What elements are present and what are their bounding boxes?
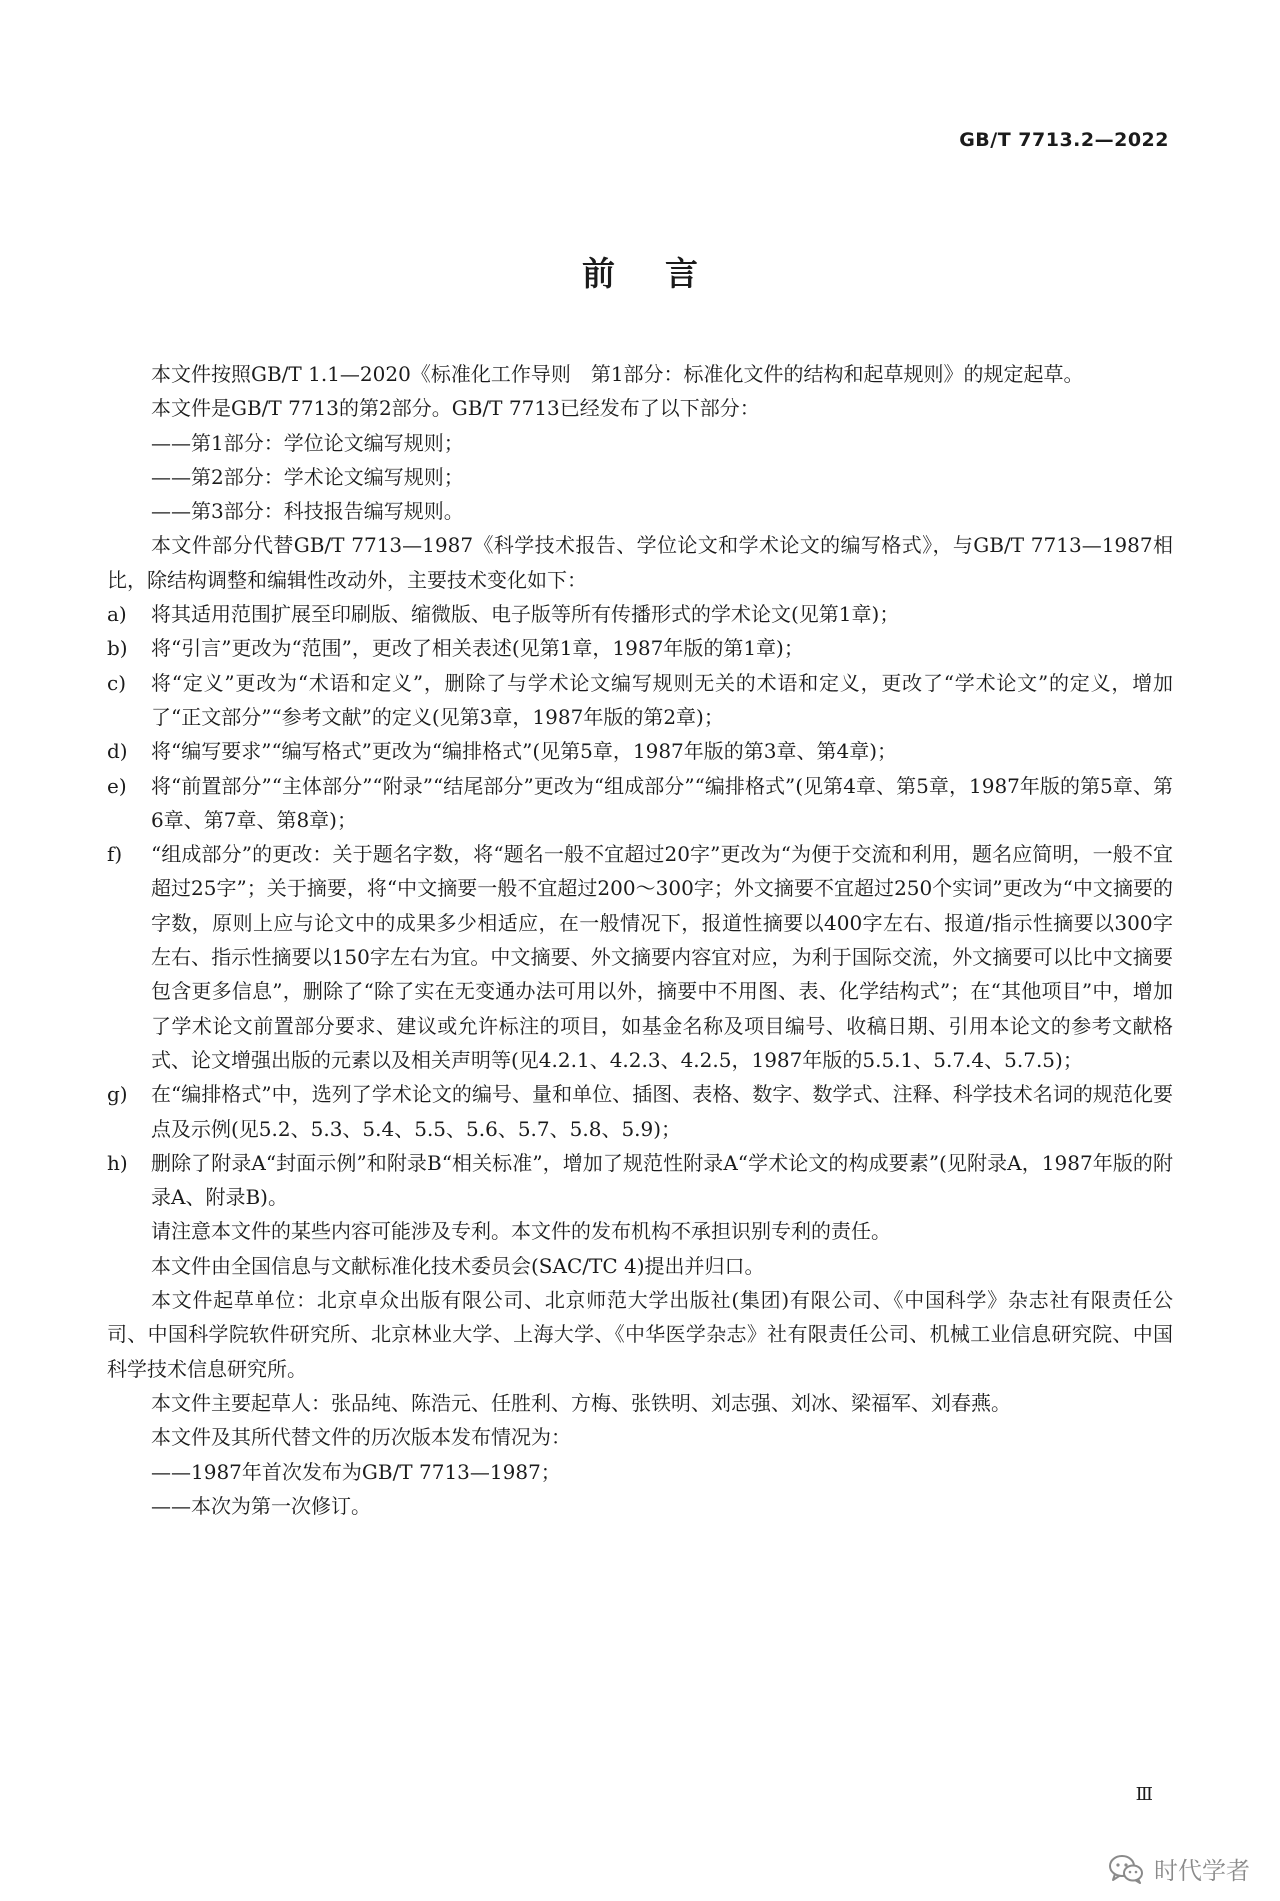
change-item-mark: g)	[107, 1082, 128, 1107]
paragraph-history-intro: 本文件及其所代替文件的历次版本发布情况为：	[151, 1425, 571, 1450]
change-item-mark: h)	[107, 1150, 128, 1175]
list-item-part-3: ——第3部分：科技报告编写规则。	[151, 499, 464, 524]
paragraph-patent-notice: 请注意本文件的某些内容可能涉及专利。本文件的发布机构不承担识别专利的责任。	[151, 1219, 891, 1244]
change-item-c	[107, 666, 1173, 735]
paragraph-drafting-rules: 本文件按照GB/T 1.1—2020《标准化工作导则 第1部分：标准化文件的结构和起草规则》的规定起草。	[151, 362, 1084, 386]
change-item-h	[107, 1146, 1173, 1215]
change-item-d	[107, 734, 1173, 768]
change-item-b	[107, 631, 1173, 665]
change-item-mark: e)	[107, 773, 127, 798]
paragraph-parts-intro: 本文件是GB/T 7713的第2部分。GB/T 7713已经发布了以下部分：	[151, 396, 760, 421]
watermark	[1108, 1851, 1250, 1886]
paragraph-proposer: 本文件由全国信息与文献标准化技术委员会(SAC/TC 4)提出并归口。	[151, 1253, 765, 1278]
list-item-history-1987: ——1987年首次发布为GB/T 7713—1987；	[151, 1459, 561, 1484]
wechat-icon	[1108, 1854, 1144, 1884]
change-item-mark: f)	[107, 842, 123, 867]
document-id: GB/T 7713.2—2022	[959, 129, 1169, 151]
list-item-part-1: ——第1部分：学位论文编写规则；	[151, 430, 464, 455]
page-number: Ⅲ	[1135, 1784, 1153, 1805]
watermark-text: 时代学者	[1154, 1857, 1250, 1885]
change-item-e	[107, 769, 1173, 838]
change-item-text: 在“编排格式”中，选列了学术论文的编号、量和单位、插图、表格、数字、数学式、注释、科学技术名词的规范化要点及示例(见5.2、5.3、5.4、5.5、5.6、5.7、5.8、5.9)；	[151, 1082, 1173, 1141]
change-item-mark: d)	[107, 739, 128, 764]
change-item-text: 将“前置部分”“主体部分”“附录”“结尾部分”更改为“组成部分”“编排格式”(见第4章、第5章，1987年版的第5章、第6章、第7章、第8章)；	[151, 773, 1173, 832]
list-item-part-2: ——第2部分：学术论文编写规则；	[151, 464, 464, 489]
change-item-mark: b)	[107, 636, 128, 661]
change-item-text: “组成部分”的更改：关于题名字数，将“题名一般不宜超过20字”更改为“为便于交流和利用，题名应简明，一般不宜超过25字”；关于摘要，将“中文摘要一般不宜超过200～300字；外文摘要不宜超过250个实词”更改为“中文摘要的字数，原则上应与论文中的成果多少相适应，在一般情况下，报道性摘要以400字左右、报道/指示性摘要以300字左右、指示性摘要以150字左右为宜。中文摘要、外文摘要内容宜对应，为利于国际交流，外文摘要可以比中文摘要包含更多信息”，删除了“除了实在无变通办法可用以外，摘要中不用图、表、化学结构式”；在“其他项目”中，增加了学术论文前置部分要求、建议或允许标注的项目，如基金名称及项目编号、收稿日期、引用本论文的参考文献格式、论文增强出版的元素以及相关声明等(见4.2.1、4.2.3、4.2.5，1987年版的5.5.1、5.7.4、5.7.5)；	[151, 842, 1173, 1072]
paragraph-replacement: 本文件部分代替GB/T 7713—1987《科学技术报告、学位论文和学术论文的编写格式》，与GB/T 7713—1987相比，除结构调整和编辑性改动外，主要技术变化如下：	[107, 533, 1173, 592]
change-item-mark: a)	[107, 602, 127, 627]
change-item-a	[107, 597, 1173, 631]
change-item-text: 删除了附录A“封面示例”和附录B“相关标准”，增加了规范性附录A“学术论文的构成要素”(见附录A，1987年版的附录A、附录B)。	[151, 1150, 1173, 1210]
change-item-f	[107, 837, 1173, 1077]
change-item-text: 将其适用范围扩展至印刷版、缩微版、电子版等所有传播形式的学术论文(见第1章)；	[151, 602, 900, 627]
change-item-g	[107, 1077, 1173, 1146]
foreword-body	[107, 357, 1173, 1523]
change-item-text: 将“定义”更改为“术语和定义”，删除了与学术论文编写规则无关的术语和定义，更改了“学术论文”的定义，增加了“正文部分”“参考文献”的定义(见第3章，1987年版的第2章)；	[151, 670, 1173, 729]
change-item-mark: c)	[107, 670, 127, 695]
page-title: 前言	[582, 254, 748, 293]
change-item-text: 将“引言”更改为“范围”，更改了相关表述(见第1章，1987年版的第1章)；	[151, 636, 804, 661]
list-item-history-revision: ——本次为第一次修订。	[151, 1493, 371, 1518]
change-item-text: 将“编写要求”“编写格式”更改为“编排格式”(见第5章，1987年版的第3章、第4章)；	[151, 739, 898, 764]
paragraph-drafters: 本文件主要起草人：张品纯、陈浩元、任胜利、方梅、张铁明、刘志强、刘冰、梁福军、刘春燕。	[151, 1390, 1011, 1415]
paragraph-drafting-units: 本文件起草单位：北京卓众出版有限公司、北京师范大学出版社(集团)有限公司、《中国科学》杂志社有限责任公司、中国科学院软件研究所、北京林业大学、上海大学、《中华医学杂志》社有限责任公司、机械工业信息研究院、中国科学技术信息研究所。	[107, 1288, 1173, 1381]
